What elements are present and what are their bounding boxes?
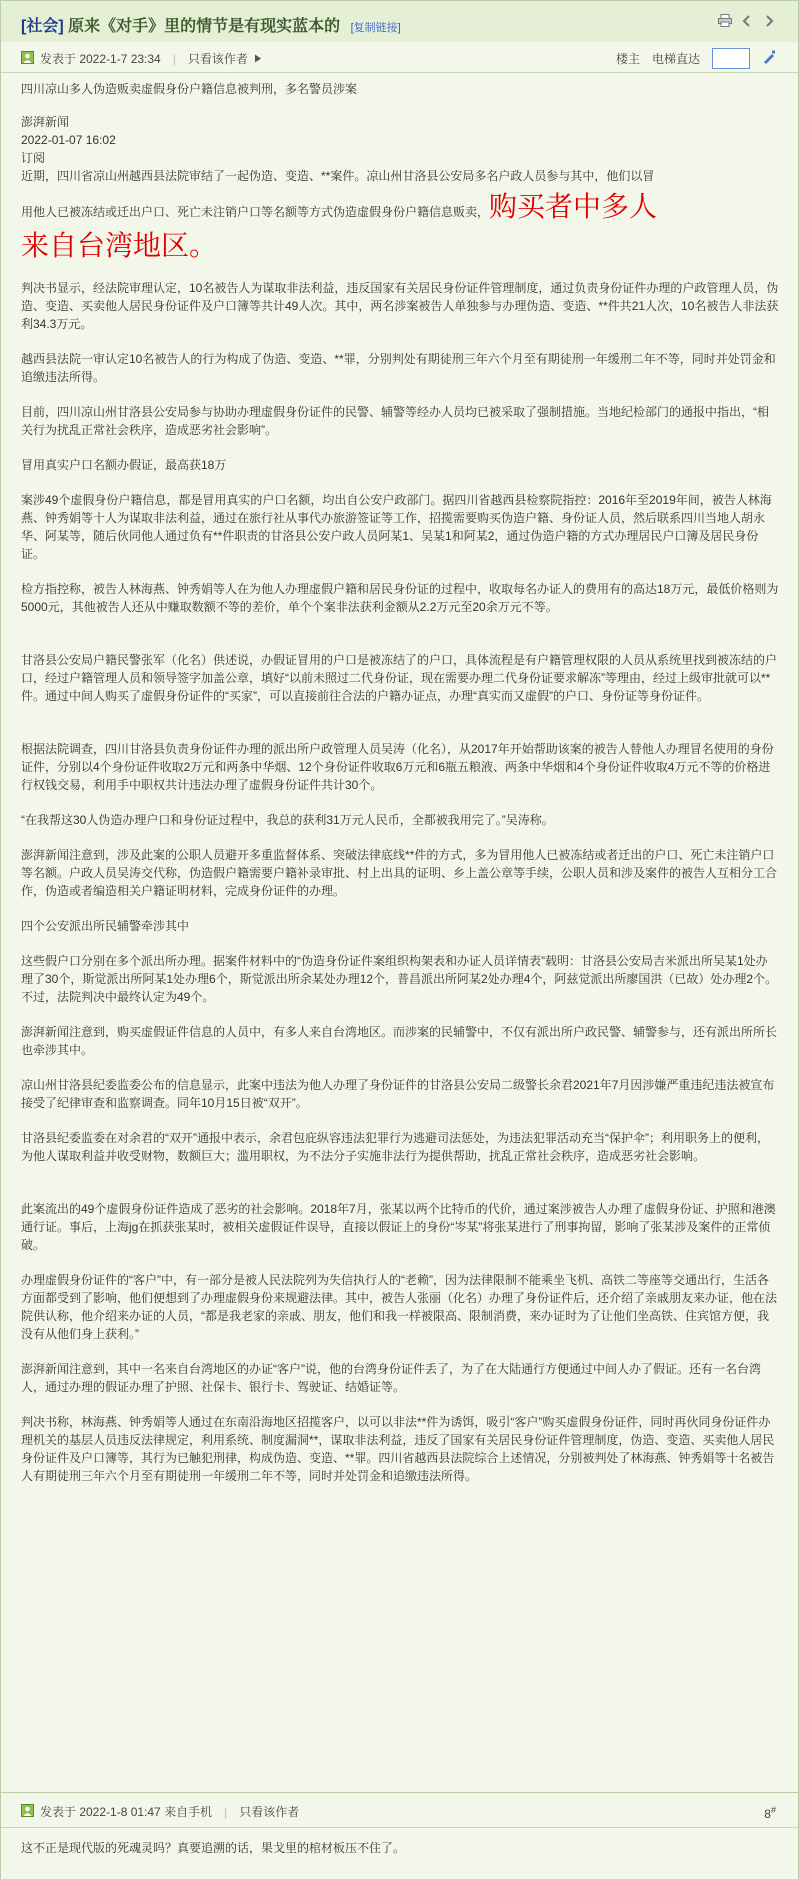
- paragraph: 判决书显示，经法院审理认定，10名被告人为谋取非法利益，违反国家有关居民身份证件管理制度，通过负责身份证件办理的户政管理人员，伪造、变造、买卖他人居民身份证件及户口簿等共计49人次。其中，两名涉案被告人单独参与办理伪造、变造、**件共21人次，10名被告人非法获利34.3万元。: [21, 281, 779, 331]
- post-2-info-bar: [1, 1793, 798, 1828]
- paragraph: 凉山州甘洛县纪委监委公布的信息显示，此案中违法为他人办理了身份证件的甘洛县公安局二级警长余君2021年7月因涉嫌严重违纪违法被宣布接受了纪律审查和监察调查。同年10月15日被“双开”。: [21, 1078, 775, 1110]
- jump-floor-input[interactable]: [712, 48, 750, 69]
- thread-title-bar: [1, 1, 798, 43]
- post-2-meta: [21, 1803, 299, 1820]
- divider: |: [172, 51, 176, 66]
- floor-label: 楼主: [615, 52, 640, 66]
- paragraph: [21, 187, 779, 227]
- paragraph: 甘洛县纪委监委在对余君的“双开”通报中表示，余君包庇纵容违法犯罪行为逃避司法惩处，为违法犯罪活动充当“保护伞”；利用职务上的便利，为他人谋取利益并收受财物，数额巨大；滥用职权，为不法分子实施非法行为提供帮助，扰乱正常社会秩序，造成恶劣社会影响。: [21, 1131, 769, 1163]
- floor-number[interactable]: 8: [764, 1807, 771, 1821]
- author-arrow-icon[interactable]: [254, 52, 262, 66]
- post-2-author-only-link[interactable]: 只看该作者: [239, 1805, 300, 1819]
- paragraph: 此案流出的49个虚假身份证件造成了恶劣的社会影响。2018年7月，张某以两个比特币的代价，通过案涉被告人办理了虚假身份证、护照和港澳通行证。事后，上海jg在抓获张某时，被相关虚假证件误导，直接以假证上的身份“岑某”将张某进行了刑事拘留，影响了张某涉及案件的正常侦破。: [21, 1202, 776, 1252]
- paragraph: 检方指控称，被告人林海燕、钟秀娟等人在为他人办理虚假户籍和居民身份证的过程中，收取每名办证人的费用有的高达18万元，最低价格则为5000元，其他被告人还从中赚取数额不等的差价，单个个案非法获利金额从2.2万元至20余万元不等。: [21, 582, 779, 614]
- paragraph: 澎湃新闻注意到，其中一名来自台湾地区的办证“客户”说，他的台湾身份证件丢了，为了在大陆通行方便通过中间人办了假证。还有一名台湾人，通过办理的假证办理了护照、社保卡、银行卡、驾驶证、结婚证等。: [21, 1362, 761, 1394]
- paragraph: 这些假户口分别在多个派出所办理。据案件材料中的“伪造身份证件案组织构架表和办证人员详情表”载明：甘洛县公安局吉米派出所吴某1处办理了30个，斯觉派出所阿某1处办理6个，斯觉派出所余某处办理12个，普昌派出所阿某2处办理4个，阿兹觉派出所廖国洪（已故）处办理2个。不过，法院判决中最终认定为49个。: [21, 954, 778, 1004]
- divider: |: [224, 1804, 228, 1819]
- paragraph: 澎湃新闻注意到，涉及此案的公职人员避开多重监督体系、突破法律底线**件的方式，多为冒用他人已被冻结或者迁出的户口、死亡未注销户口等名额。户政人员吴涛交代称，伪造假户籍需要户籍补录审批、村上出具的证明、乡上盖公章等手续，公职人员和涉及案件的被告人互相分工合作，伪造或者编造相关户籍证明材料，完成身份证件的办理。: [21, 848, 778, 898]
- paragraph: 根据法院调查，四川甘洛县负责身份证件办理的派出所户政管理人员吴涛（化名），从2017年开始帮助该案的被告人替他人办理冒名使用的身份证件，分别以4个身份证件收取2万元和两条中华烟、12个身份证件收取6万元和6瓶五粮液、两条中华烟和4个身份证件收取4万元不等的价格进行权钱交易，利用手中职权共计违法办理了虚假身份证件共计30个。: [21, 742, 774, 792]
- paragraph: 目前，四川凉山州甘洛县公安局参与协助办理虚假身份证件的民警、辅警等经办人员均已被采取了强制措施。当地纪检部门的通报中指出，“相关行为扰乱正常社会秩序，造成恶劣社会影响”。: [21, 405, 770, 437]
- article-headline: 四川凉山多人伪造贩卖虚假身份户籍信息被判刑，多名警员涉案: [21, 82, 358, 96]
- highlight-text: 购买者中多人: [489, 191, 658, 222]
- highlight-text: 来自台湾地区。: [21, 230, 218, 261]
- thread-toolbar: [717, 13, 776, 28]
- post-1-time: 发表于 2022-1-7 23:34: [40, 52, 161, 66]
- post-2-floor-number[interactable]: [764, 1805, 776, 1821]
- post-2-body: [21, 1839, 779, 1857]
- prev-thread-icon[interactable]: [739, 13, 754, 28]
- paragraph: 甘洛县公安局户籍民警张军（化名）供述说，办假证冒用的户口是被冻结了的户口，具体流程是有户籍管理权限的人员从系统里找到被冻结的户口，经过户籍管理人员和领导签字加盖公章，填好“以前未照过二代身份证，现在需要办理二代身份证要求解冻”等理由，经过上级审批就可以**件。通过中间人购买了虚假身份证件的“买家”，可以直接前往合法的户籍办证点，办理“真实而又虚假”的户口、身份证等身份证件。: [21, 653, 778, 703]
- jump-label: 电梯直达: [651, 52, 700, 66]
- floor-suffix: #: [770, 1805, 776, 1815]
- post-1-author-only-link[interactable]: 只看该作者: [187, 52, 248, 66]
- post-2-time: 发表于 2022-1-8 01:47 来自手机: [40, 1805, 213, 1819]
- quote-paragraph: “在我帮这30人伪造办理户口和身份证过程中，我总的获利31万元人民币，全都被我用完了。”吴涛称。: [21, 813, 554, 827]
- paragraph: 越西县法院一审认定10名被告人的行为构成了伪造、变造、**罪，分别判处有期徒刑三年六个月至有期徒刑一年缓刑二年不等，同时并处罚金和追缴违法所得。: [21, 352, 776, 384]
- paragraph-text: 用他人已被冻结或迁出户口、死亡未注销户口等名额等方式伪造虚假身份户籍信息贩卖，: [21, 205, 490, 219]
- post-1-info-bar: [1, 42, 798, 73]
- post-1-floor-tools: [616, 48, 776, 69]
- next-thread-icon[interactable]: [761, 13, 776, 28]
- paragraph: 近期，四川省凉山州越西县法院审结了一起伪造、变造、**案件。凉山州甘洛县公安局多名户政人员参与其中，他们以冒: [21, 169, 655, 183]
- reply-text: 这不正是现代版的死魂灵吗？真要追溯的话，果戈里的棺材板压不住了。: [21, 1841, 406, 1855]
- print-icon[interactable]: [717, 13, 732, 28]
- article-source: 澎湃新闻: [21, 115, 70, 129]
- paragraph: 案涉49个虚假身份户籍信息，都是冒用真实的户口名额，均出自公安户政部门。据四川省越西县检察院指控：2016年至2019年间，被告人林海燕、钟秀娟等十人为谋取非法利益，通过在旅行社从事代办旅游签证等工作，招揽需要购买伪造户籍、身份证人员，然后联系四川当地人胡永华、阿某等，随后伙同他人通过负有**件职责的甘洛县公安户政人员阿某1、吴某1和阿某2，通过伪造户籍的方式办理居民户口簿及居民身份证。: [21, 493, 772, 561]
- post-1: [1, 42, 798, 1792]
- article-date: 2022-01-07 16:02: [21, 133, 116, 147]
- thread-title-text: 原来《对手》里的情节是有现实蓝本的: [68, 18, 341, 35]
- section-heading: 四个公安派出所民辅警牵涉其中: [21, 919, 190, 933]
- subscribe-link[interactable]: 订阅: [21, 151, 46, 165]
- thread-title: [21, 13, 401, 36]
- section-heading: 冒用真实户口名额办假证，最高获18万: [21, 458, 227, 472]
- user-icon: [21, 1804, 34, 1820]
- post-2: [1, 1792, 798, 1879]
- post-1-meta: [21, 50, 262, 67]
- paragraph: 办理虚假身份证件的“客户”中，有一部分是被人民法院列为失信执行人的“老赖”，因为法律限制不能乘坐飞机、高铁二等座等交通出行，生活各方面都受到了影响，他们便想到了办理虚假身份来规避法律。其中，被告人张丽（化名）办理了身份证件后，还介绍了亲戚朋友来办证，他在法院供认称，他介绍来办证的人员，“都是我老家的亲戚、朋友，他们和我一样被限高、限制消费，来办证时为了让他们坐高铁、住宾馆方便，我没有从他们身上获利。”: [21, 1273, 778, 1341]
- copy-link-button[interactable]: [复制链接]: [350, 22, 401, 34]
- quick-post-icon[interactable]: [762, 50, 776, 67]
- paragraph: 判决书称，林海燕、钟秀娟等人通过在东南沿海地区招揽客户，以可以非法**件为诱饵，吸引“客户”购买虚假身份证件，同时再伙同身份证件办理机关的基层人员违反法律规定，利用系统、制度漏洞**，谋取非法利益，违反了国家有关居民身份证件管理制度，伪造、变造、买卖他人居民身份证件及户口簿等，其行为已触犯刑律，构成伪造、变造、**罪。四川省越西县法院综合上述情况，分别被判处了林海燕、钟秀娟等十名被告人有期徒刑三年六个月至有期徒刑一年缓刑二年不等，同时并处罚金和追缴违法所得。: [21, 1415, 775, 1483]
- paragraph: 澎湃新闻注意到，购买虚假证件信息的人员中，有多人来自台湾地区。而涉案的民辅警中，不仅有派出所户政民警、辅警参与，还有派出所所长也牵涉其中。: [21, 1025, 778, 1057]
- thread-category-tag[interactable]: [社会]: [21, 18, 64, 35]
- user-icon: [21, 51, 34, 67]
